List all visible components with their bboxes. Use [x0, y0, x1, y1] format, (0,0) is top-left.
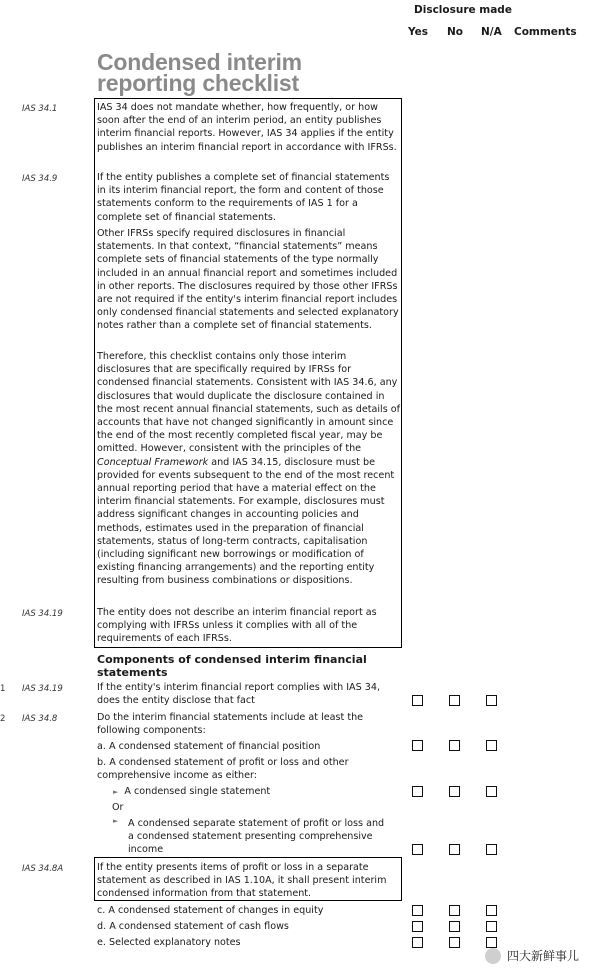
q1-no-checkbox[interactable] [449, 695, 460, 706]
b2-na-checkbox[interactable] [486, 844, 497, 855]
component-b-option-1 [113, 785, 393, 799]
component-b-option-2: A condensed separate statement of profit or loss and a condensed statement presenting comprehensive income [128, 818, 385, 856]
watermark-text: 四大新鲜事儿 [506, 949, 579, 963]
e-yes-checkbox[interactable] [412, 937, 423, 948]
a-yes-checkbox[interactable] [412, 740, 423, 751]
b1-yes-checkbox[interactable] [412, 786, 423, 797]
option-1-text: A condensed single statement [124, 786, 271, 797]
c-yes-checkbox[interactable] [412, 905, 423, 916]
component-e: e. Selected explanatory notes [97, 937, 241, 948]
para-checklist-scope-c: and IAS 34.15, disclosure must be provided for events subsequent to the end of the most recent annual reporting period that have a material effect on the interim financial statements. For example, disclosures must address significant changes in accounting policies and methods, estimates used in the preparation of financial statements, status of long-term contracts, capitalisation (including significant new borrowings or modification of existing financing arrangements) and the reporting entity resulting from business combinations or dispositions. [97, 456, 395, 587]
arrow-icon: ► [113, 817, 119, 825]
b2-yes-checkbox[interactable] [412, 844, 423, 855]
para-compliance: The entity does not describe an interim financial report as complying with IFRSs unless it complies with all of the requirements of each IFRSs. [97, 607, 377, 645]
ref-ias-34-8: IAS 34.8 [22, 714, 58, 724]
q1-na-checkbox[interactable] [486, 695, 497, 706]
comments-column-heading: Comments [514, 26, 577, 38]
c-no-checkbox[interactable] [449, 905, 460, 916]
a-no-checkbox[interactable] [449, 740, 460, 751]
component-b: b. A condensed statement of profit or loss and other comprehensive income as either: [97, 757, 349, 782]
para-ias-34-9: If the entity publishes a complete set of financial statements in its interim financial report, the form and content of those statements conform to the requirements of IAS 1 for a complete set of financial statements. [97, 172, 390, 223]
component-a: a. A condensed statement of financial position [97, 741, 321, 752]
ref-ias-34-19-a: IAS 34.19 [22, 609, 63, 619]
or-text: Or [112, 802, 124, 813]
ref-ias-34-19-b: IAS 34.19 [22, 684, 63, 694]
b1-no-checkbox[interactable] [449, 786, 460, 797]
question-2: Do the interim financial statements include at least the following components: [97, 712, 364, 737]
ref-ias-34-1: IAS 34.1 [22, 104, 58, 114]
na-column-heading: N/A [481, 26, 502, 38]
d-na-checkbox[interactable] [486, 921, 497, 932]
ref-ias-34-9: IAS 34.9 [22, 174, 58, 184]
title-line-1: Condensed interim [97, 49, 302, 75]
wechat-icon [485, 948, 501, 964]
disclosure-made-heading: Disclosure made [414, 4, 512, 16]
b2-no-checkbox[interactable] [449, 844, 460, 855]
page-title [97, 49, 302, 96]
b1-na-checkbox[interactable] [486, 786, 497, 797]
c-na-checkbox[interactable] [486, 905, 497, 916]
yes-column-heading: Yes [408, 26, 429, 38]
component-c: c. A condensed statement of changes in equity [97, 905, 324, 916]
para-other-ifrss: Other IFRSs specify required disclosures in financial statements. In that context, “financial statements” means complete sets of financial statements of the type normally included in an annual financial report and sometimes included in other reports. The disclosures required by those other IFRSs are not required if the entity's interim financial report includes only condensed financial statements and selected explanatory notes rather than a complete set of financial statements. [97, 228, 399, 332]
d-no-checkbox[interactable] [449, 921, 460, 932]
a-na-checkbox[interactable] [486, 740, 497, 751]
conceptual-framework-text: Conceptual Framework [97, 456, 209, 468]
e-no-checkbox[interactable] [449, 937, 460, 948]
component-d: d. A condensed statement of cash flows [97, 921, 289, 932]
para-ias-34-1: IAS 34 does not mandate whether, how frequently, or how soon after the end of an interim period, an entity publishes interim financial reports. However, IAS 34 applies if the entity publishes an interim financial report in accordance with IFRSs. [97, 102, 397, 153]
question-1: If the entity's interim financial report complies with IAS 34, does the entity disclose that fact [97, 682, 381, 707]
d-yes-checkbox[interactable] [412, 921, 423, 932]
para-checklist-scope-a: Therefore, this checklist contains only those interim disclosures that are specifically required by IFRSs for condensed financial statements. Consistent with IAS 34.6, any disclosures that would duplicate the disclosure contained in the most recent annual financial statements, such as details of accounts that have not changed significantly in amount since the end of the most recently completed fiscal year, may be omitted. However, consistent with the principles of the [97, 351, 401, 455]
para-checklist-scope [97, 350, 400, 588]
item-number-2: 2 [0, 714, 6, 724]
q1-yes-checkbox[interactable] [412, 695, 423, 706]
note-text: If the entity presents items of profit or loss in a separate statement as described in IAS 1.10A, it shall present interim condensed information from that statement. [97, 862, 387, 900]
no-column-heading: No [447, 26, 464, 38]
ref-ias-34-8a: IAS 34.8A [22, 864, 64, 874]
watermark [485, 947, 579, 964]
arrow-icon: ► [113, 788, 119, 796]
section-heading: Components of condensed interim financial statements [97, 653, 367, 679]
item-number-1: 1 [0, 684, 6, 694]
title-line-2: reporting checklist [97, 70, 299, 96]
